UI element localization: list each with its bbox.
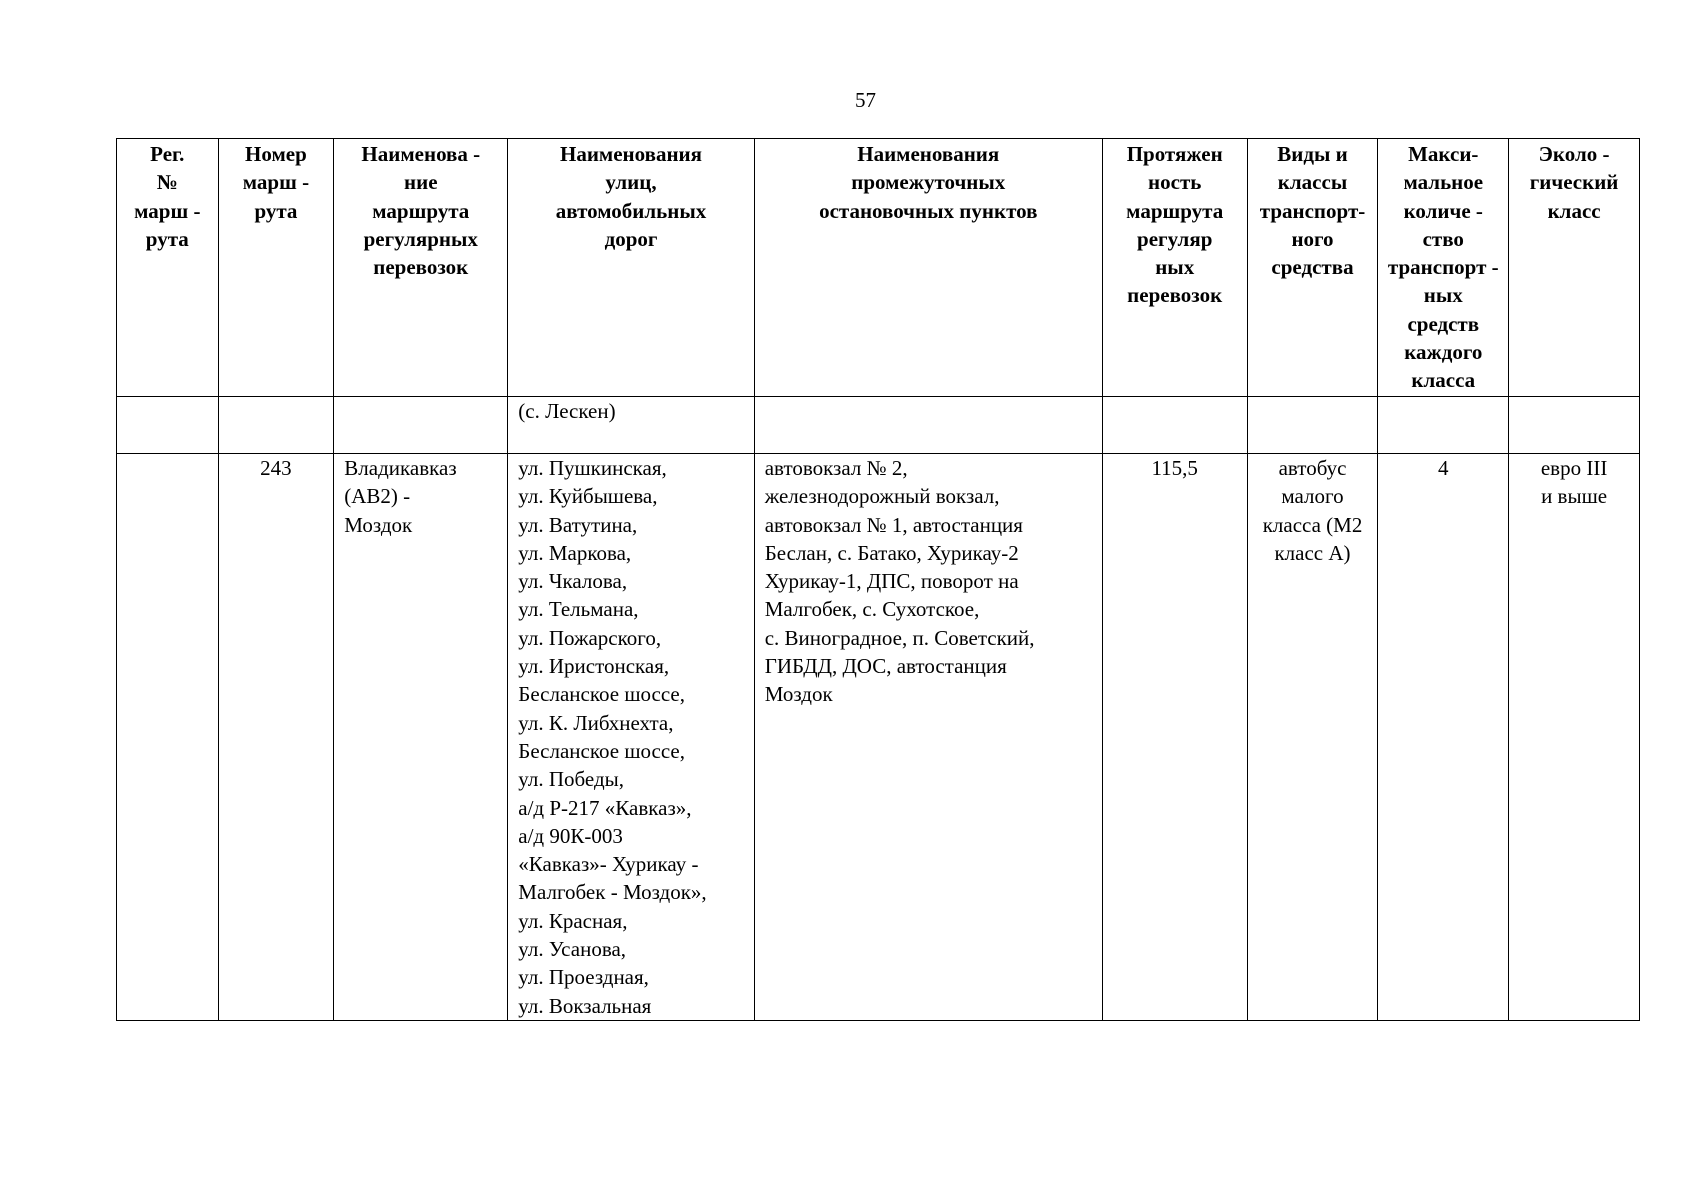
street-item: ул. Пожарского, [518,625,662,650]
street-item: ул. Ватутина, [518,512,638,537]
street-item: ул. Красная, [518,908,628,933]
header-route-name: Наименова - ние маршрута регулярных перевозок [334,139,508,397]
street-item: ул. Куйбышева, [518,484,658,509]
street-item: «Кавказ»- Хурикау - [518,852,699,877]
cell-route-number: 243 [218,454,334,1021]
header-route-number: Номер марш - рута [218,139,334,397]
cell-empty [1102,397,1247,454]
header-length: Протяжен ность маршрута регуляр ных перевозок [1102,139,1247,397]
street-item: ул. Вокзальная [518,993,652,1018]
street-item: а/д Р-217 «Кавказ», [518,795,692,820]
street-item: ул. Иристонская, [518,654,670,679]
street-item: Бесланское шоссе, [518,682,685,707]
street-item: ул. Победы, [518,767,624,792]
header-row [117,139,1640,397]
street-item: а/д 90К-003 [518,823,623,848]
street-item: ул. Усанова, [518,937,627,962]
street-item: ул. Чкалова, [518,569,628,594]
cell-streets-continuation: (с. Лескен) [508,397,754,454]
cell-empty [754,397,1102,454]
cell-length: 115,5 [1102,454,1247,1021]
street-item: ул. К. Либхнехта, [518,710,674,735]
cell-reg-number [117,454,219,1021]
cell-vehicle-class: автобус малого класса (М2 класс А) [1247,454,1378,1021]
header-reg-number: Рег. № марш - рута [117,139,219,397]
cell-empty [117,397,219,454]
street-item: ул. Тельмана, [518,597,639,622]
street-item: ул. Маркова, [518,540,632,565]
cell-eco-class: евро III и выше [1509,454,1640,1021]
header-max-count: Макси- мальное количе - ство транспорт - ных средств каждого класса [1378,139,1509,397]
table-row-continuation [117,397,1640,454]
cell-stops: автовокзал № 2, железнодорожный вокзал, автовокзал № 1, автостанция Беслан, с. Батако, Хурикау-2 Хурикау-1, ДПС, поворот на Малгобек, с. Сухотское, с. Виноградное, п. Советский, ГИБДД, ДОС, автостанция Моздок [754,454,1102,1021]
cell-empty [1378,397,1509,454]
cell-empty [334,397,508,454]
routes-table [116,138,1640,1021]
header-vehicle-class: Виды и классы транспорт- ного средства [1247,139,1378,397]
cell-empty [1509,397,1640,454]
cell-empty [1247,397,1378,454]
cell-streets [508,454,754,1021]
street-item: ул. Пушкинская, [518,456,667,480]
cell-empty [218,397,334,454]
street-item: ул. Проездная, [518,965,649,990]
header-eco-class: Эколо - гический класс [1509,139,1640,397]
street-item: Малгобек - Моздок», [518,880,707,905]
table-row-route-243 [117,454,1640,1021]
street-item: Бесланское шоссе, [518,738,685,763]
cell-max-count: 4 [1378,454,1509,1021]
page-number: 57 [855,88,876,112]
cell-route-name: Владикавказ (АВ2) - Моздок [334,454,508,1021]
header-streets: Наименования улиц, автомобильных дорог [508,139,754,397]
header-stops: Наименования промежуточных остановочных пунктов [754,139,1102,397]
